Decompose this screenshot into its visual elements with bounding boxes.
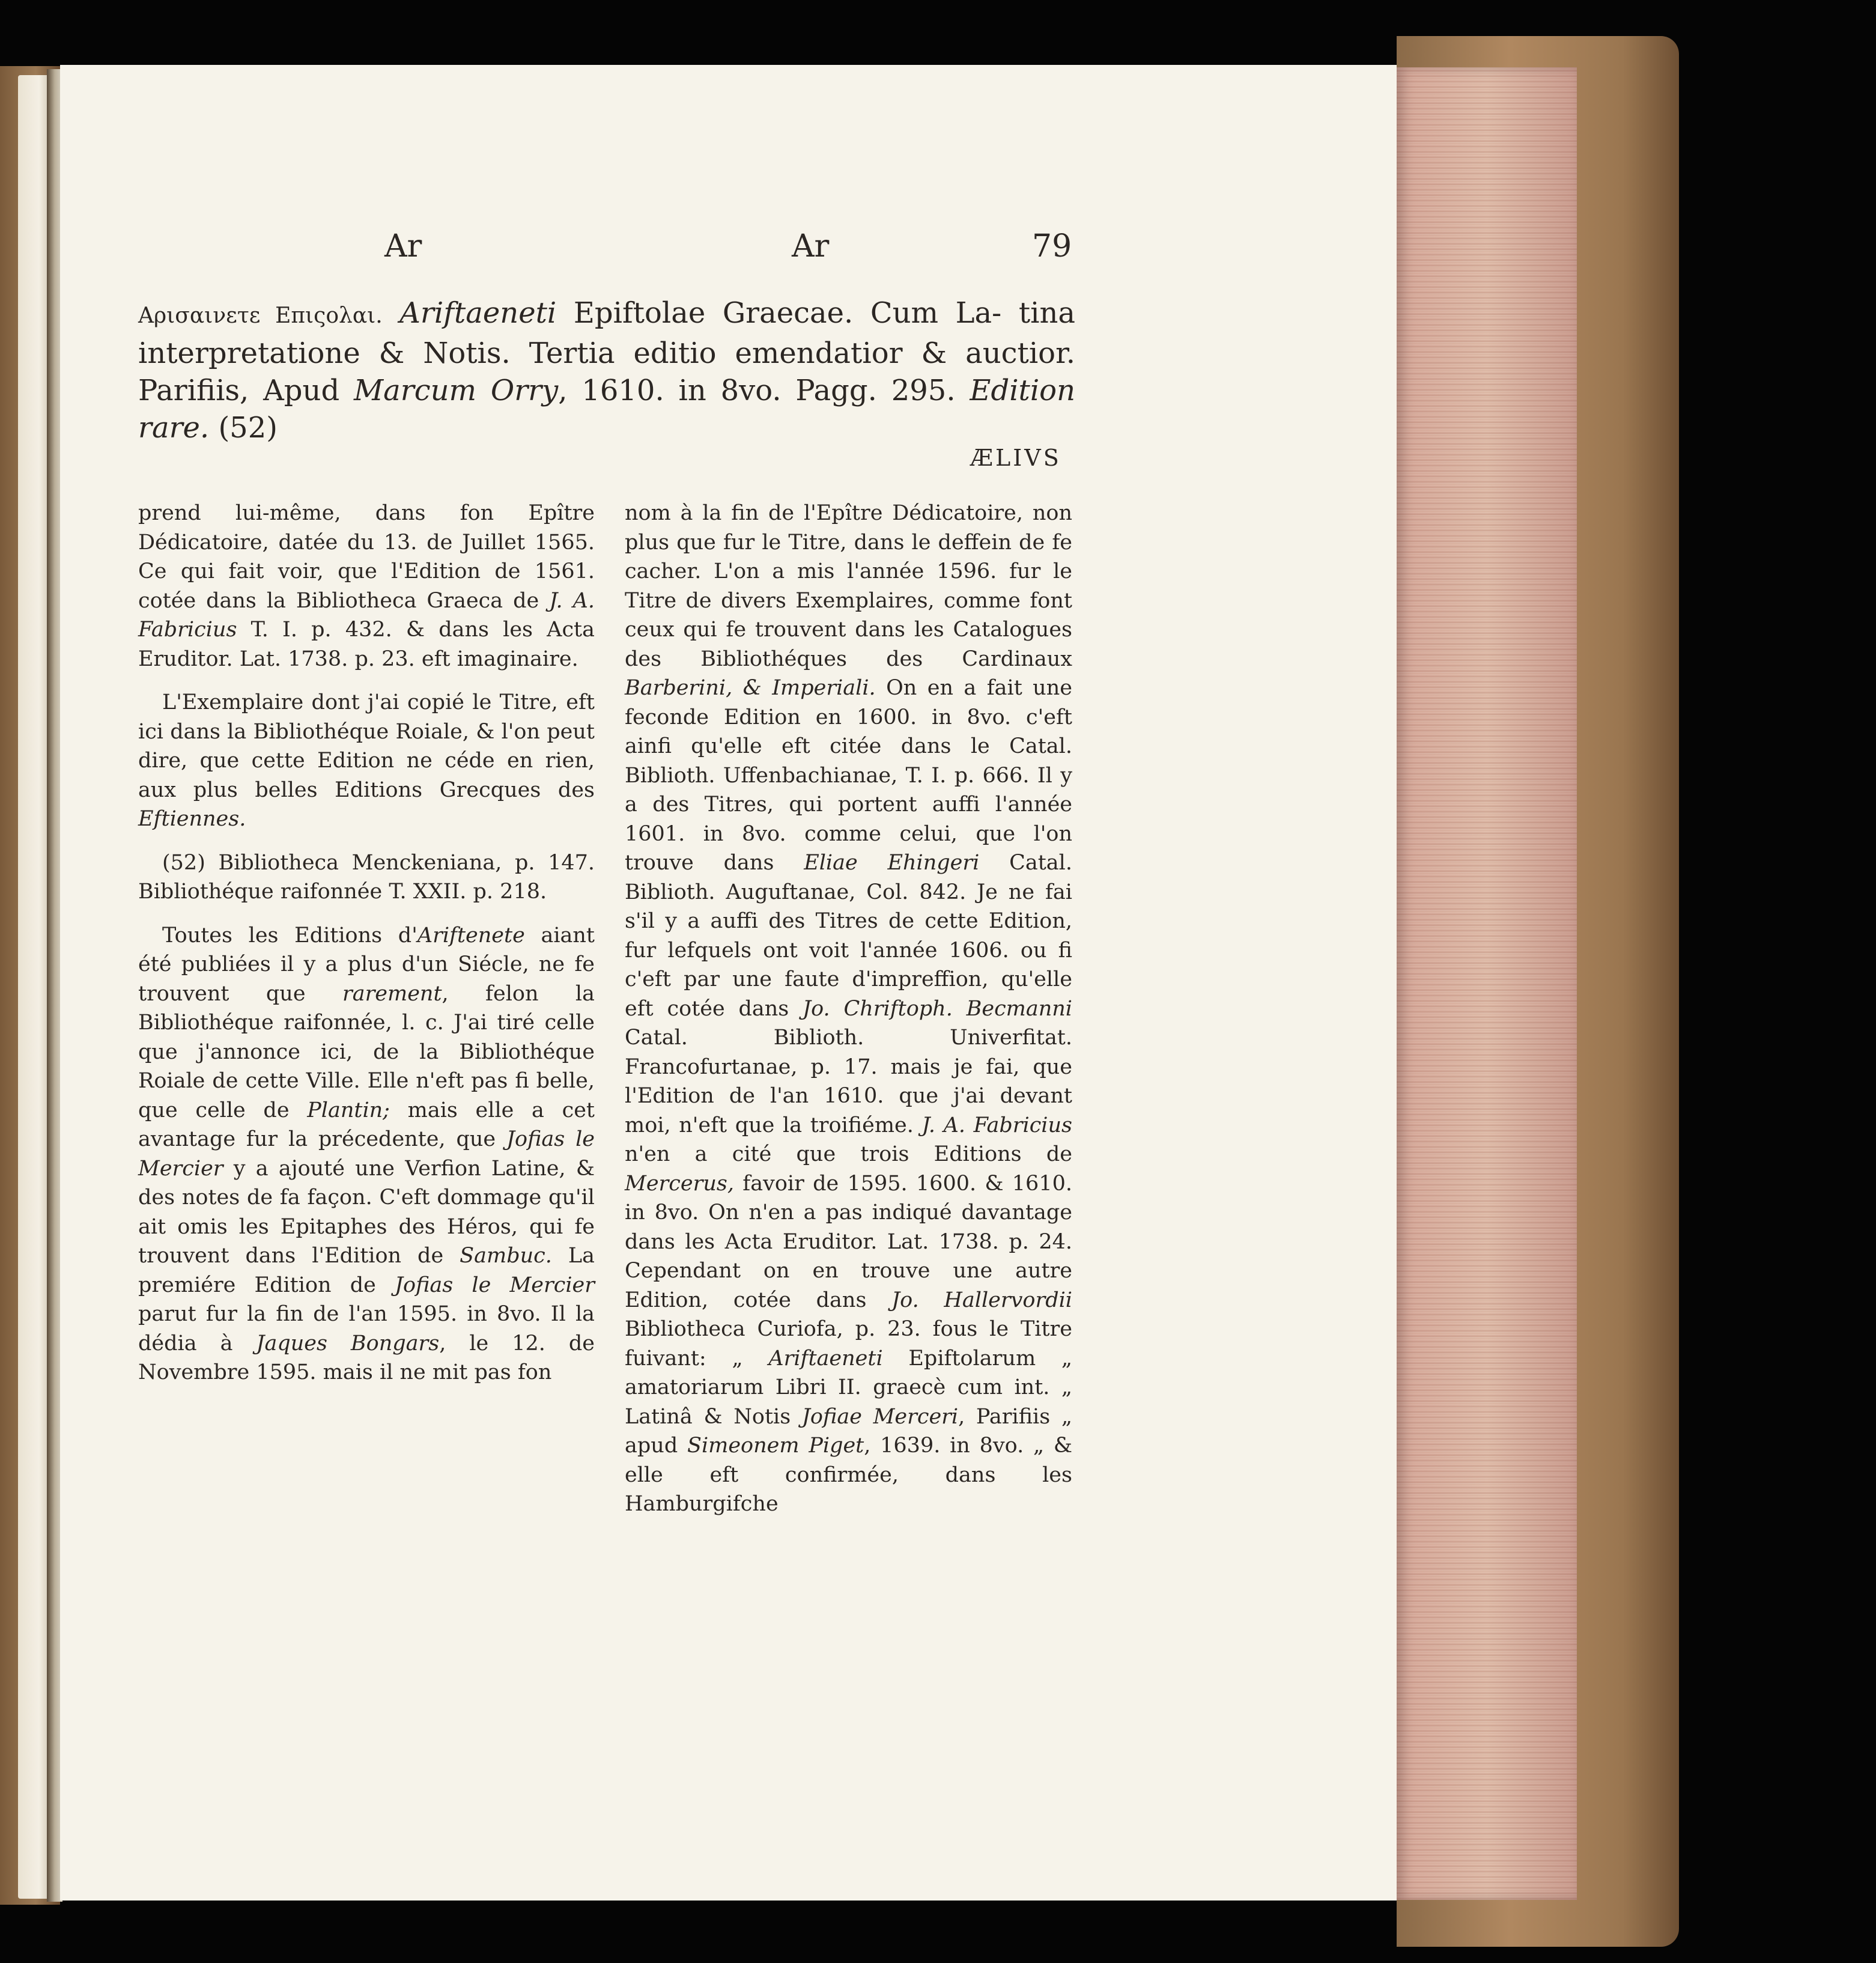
text-run: , 1639. in 8vo. „ & elle eft confirmée, dans les Hamburgifche	[625, 1434, 1072, 1516]
page-number: 79	[1032, 228, 1072, 264]
italic-run: Jo. Chriftoph. Becmanni	[803, 996, 1073, 1021]
publisher-name: Marcum Orry	[354, 374, 559, 407]
text-run: y a ajouté une Verfion Latine, & des notes de fa façon. C'eft dommage qu'il ait omis les Epitaphes des Héros, qui fe trouvent dans l'Edition de	[138, 1156, 595, 1268]
text-run: Catal. Biblioth. Univerfitat. Francofurtanae, p. 17. mais je fai, que l'Edition de l'an 1610. que j'ai devant moi, n'eft que la troifiéme.	[625, 1026, 1072, 1137]
title-line3b: , 1610. in 8vo. Pagg. 295.	[558, 374, 956, 407]
page-edges	[1397, 67, 1577, 1900]
left-page-edge	[18, 75, 48, 1899]
rare-label: rare.	[138, 411, 210, 445]
title-line1: Epiftolae Graecae. Cum La-	[573, 296, 1002, 330]
right-column	[625, 499, 1072, 1533]
text-run: n'en a cité que trois Editions de	[625, 1142, 1072, 1166]
entry-title	[138, 294, 1075, 446]
italic-run: Ariftenete	[417, 923, 525, 948]
greek-title: Αρισαινετε Επιςολαι.	[138, 303, 383, 328]
text-run: Bibliotheca Curiofa, p. 23. fous le Titre fuivant: „	[625, 1317, 1072, 1371]
footnote-ref: (52)	[218, 411, 278, 445]
italic-run: Jofias le Mercier	[394, 1273, 595, 1297]
italic-run: Jofiae Merceri	[801, 1404, 959, 1429]
text-run: Toutes les Editions d'	[162, 923, 417, 948]
italic-run: rarement	[342, 981, 442, 1006]
italic-run: Simeonem Piget	[687, 1434, 864, 1458]
text-run: favoir de 1595. 1600. & 1610. in 8vo. On n'en a pas indiqué davantage dans les Acta Eruditor. Lat. 1738. p. 24. Cependant on en trouve une autre Edition, cotée dans	[625, 1171, 1072, 1312]
text-run: , le 12. de Novembre 1595. mais il ne mit pas fon	[138, 1331, 595, 1384]
title-line3a: Parifiis, Apud	[138, 374, 340, 407]
running-head-left: Ar	[384, 228, 422, 264]
italic-run: Mercerus,	[625, 1171, 734, 1196]
italic-run: Sambuc.	[460, 1244, 552, 1268]
text-run: parut fur la fin de l'an 1595. in 8vo. Il la dédia à	[138, 1302, 595, 1356]
right-paragraph	[625, 499, 1072, 1519]
italic-run: J. A. Fabricius	[921, 1113, 1073, 1137]
title-line2: tina interpretatione & Notis. Tertia editio emendatior & auctior.	[138, 296, 1076, 370]
text-run: Epiftolarum „ amatoriarum Libri II. graecè cum int. „ Latinâ & Notis	[625, 1346, 1072, 1429]
text-run: L'Exemplaire dont j'ai copié le Titre, eft ici dans la Bibliothéque Roiale, & l'on peut dire, que cette Edition ne céde en rien, aux plus belles Editions Grecques des	[138, 690, 595, 802]
text-run: T. I. p. 432. & dans les Acta Eruditor. Lat. 1738. p. 23. eft imaginaire.	[138, 618, 595, 671]
left-paragraph-1	[138, 499, 595, 674]
italic-run: Eliae Ehingeri	[804, 851, 980, 875]
left-column	[138, 499, 595, 1402]
author-name: Ariftaeneti	[399, 296, 557, 330]
text-run: , felon la Bibliothéque raifonnée, l. c. J'ai tiré celle que j'annonce ici, de la Bibliothéque Roiale de cette Ville. Elle n'eft pas fi belle, que celle de	[138, 981, 595, 1122]
italic-run: Jofias le Mercier	[138, 1127, 595, 1181]
italic-run: J. A. Fabricius	[138, 588, 595, 642]
text-run: mais elle a cet avantage fur la précedente, que	[138, 1098, 595, 1151]
italic-run: Ariftaeneti	[768, 1346, 883, 1371]
text-run: , Parifiis „ apud	[625, 1404, 1072, 1458]
italic-run: Plantin;	[307, 1098, 390, 1122]
text-run: nom à la fin de l'Epître Dédicatoire, non plus que fur le Titre, dans le deffein de fe cacher. L'on a mis l'année 1596. fur le Titre de divers Exemplaires, comme font ceux qui fe trouvent dans les Catalogues des Bibliothéques des Cardinaux	[625, 501, 1072, 671]
italic-run: Barberini, & Imperiali.	[625, 676, 876, 700]
catchword: ÆLIVS	[970, 445, 1061, 471]
text-run: aiant été publiées il y a plus d'un Siécle, ne fe trouvent que	[138, 923, 595, 1006]
footnote-52: (52) Bibliotheca Menckeniana, p. 147. Bibliothéque raifonnée T. XXII. p. 218.	[138, 850, 595, 904]
italic-run: Jo. Hallervordii	[891, 1288, 1072, 1312]
left-paragraph-3	[138, 921, 595, 1387]
edition-label: Edition	[970, 374, 1075, 407]
italic-run: Eftiennes.	[138, 807, 246, 831]
italic-run: Jaques Bongars	[256, 1331, 440, 1356]
text-run: La premiére Edition de	[138, 1244, 595, 1297]
text-run: prend lui-même, dans fon Epître Dédicatoire, datée du 13. de Juillet 1565. Ce qui fait voir, que l'Edition de 1561. cotée dans la Bibliotheca Graeca de	[138, 501, 595, 613]
running-head-center: Ar	[792, 228, 830, 264]
text-run: On en a fait une feconde Edition en 1600. in 8vo. c'eft ainfi qu'elle eft citée dans le Catal. Biblioth. Uffenbachianae, T. I. p. 666. Il y a des Titres, qui portent auffi l'année 1601. in 8vo. comme celui, que l'on trouve dans	[625, 676, 1072, 875]
left-paragraph-2	[138, 688, 595, 834]
text-run: Catal. Biblioth. Auguftanae, Col. 842. Je ne fai s'il y a auffi des Titres de cette Edition, fur lefquels ont voit l'année 1606. ou fi c'eft par une faute d'impreffion, qu'elle eft cotée dans	[625, 851, 1072, 1021]
